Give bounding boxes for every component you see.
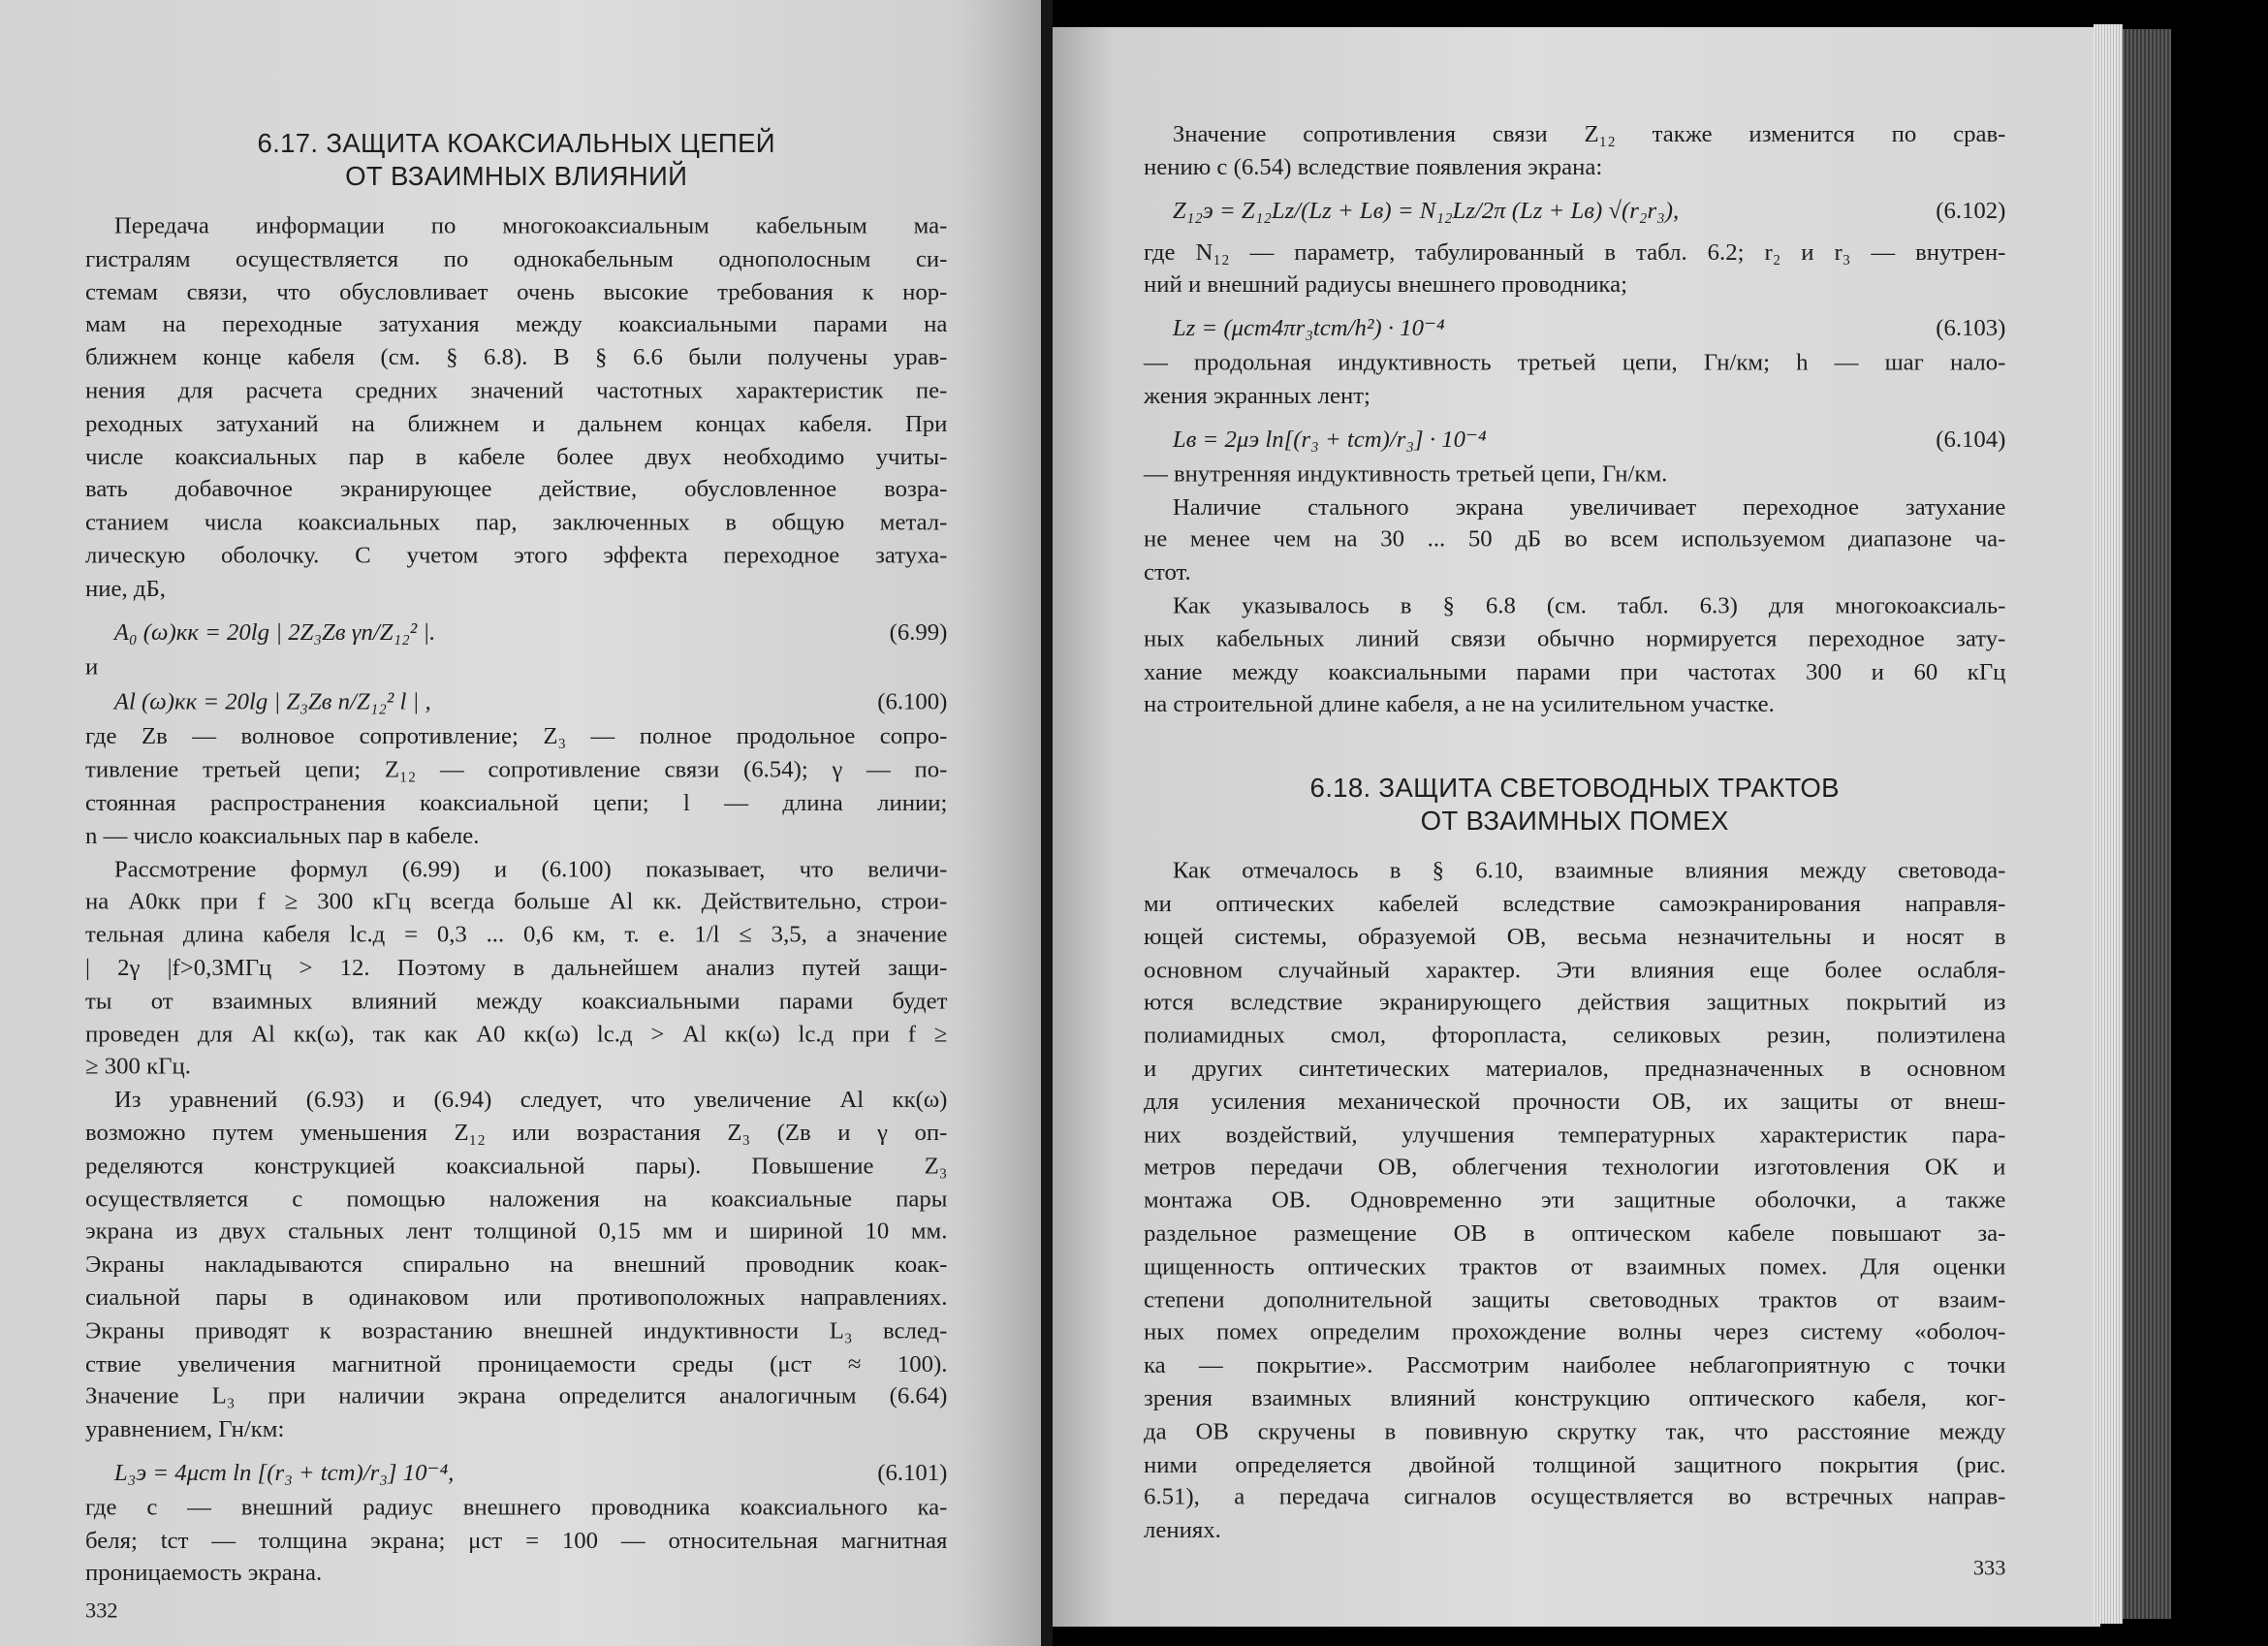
text-line: Наличие стального экрана увеличивает переходное затухание xyxy=(1172,491,2006,521)
text-line: возможно путем уменьшения Z₁₂ или возрастания Z₃ (Zв и γ оп- xyxy=(85,1118,948,1146)
paragraph xyxy=(85,1492,947,1591)
text-line: ка — покрытие». Рассмотрим наиболее неблагоприятную с точки xyxy=(1144,1350,2006,1378)
text-line: лическую оболочку. С учетом этого эффекта переходное затуха- xyxy=(85,541,948,569)
text-line: раздельное размещение ОВ в оптическом кабеле повышают за- xyxy=(1144,1219,2006,1247)
text-line: для усиления механической прочности ОВ, их защиты от внеш- xyxy=(1144,1087,2006,1115)
text-line: да ОВ скручены в повивную скрутку так, что расстояние между xyxy=(1144,1416,2006,1444)
text-line: где Zв — волновое сопротивление; Z₃ — полное продольное сопро- xyxy=(85,722,948,750)
text-line: проведен для Al кк(ω), так как A0 кк(ω) lс.д > Al кк(ω) lс.д при f ≥ xyxy=(85,1019,948,1047)
paragraph xyxy=(1144,347,2005,413)
book-spine xyxy=(1041,0,1053,1646)
paragraph xyxy=(85,210,947,606)
text-line: метров передачи ОВ, облегчения технологии изготовления ОК и xyxy=(1144,1153,2006,1181)
text-line: Как указывалось в § 6.8 (см. табл. 6.3) для многокоаксиаль- xyxy=(1172,590,2006,619)
text-line: степени дополнительной защиты световодных трактов от взаим- xyxy=(1144,1284,2006,1313)
text-line: ных кабельных линий связи обычно нормируется переходное зату- xyxy=(1144,623,2006,652)
text-line: где N₁₂ — параметр, табулированный в табл. 6.2; r₂ и r₃ — внутрен- xyxy=(1144,237,2006,266)
text-line: хание между коаксиальными парами при частотах 300 и 60 кГц xyxy=(1144,656,2006,685)
page-number-right: 333 xyxy=(1972,1557,2006,1581)
text-line: числе коаксиальных пар в кабеле более двух необходимо учиты- xyxy=(85,442,948,470)
text-line: основном случайный характер. Эти влияния еще более ослабля- xyxy=(1144,955,2006,983)
text-line: экрана из двух стальных лент толщиной 0,15 мм и шириной 10 мм. xyxy=(85,1217,948,1246)
text-line: нения для расчета средних значений частотных характеристик пе- xyxy=(85,376,948,404)
section-title-6-17: 6.17. ЗАЩИТА КОАКСИАЛЬНЫХ ЦЕПЕЙ xyxy=(257,127,775,158)
text-line: n — число коаксиальных пар в кабеле. xyxy=(85,821,480,849)
text-line: ми оптических кабелей вследствие самоэкранирования направля- xyxy=(1144,889,2006,917)
text-line: стоянная распространения коаксиальной цепи; l — длина линии; xyxy=(85,788,948,816)
text-line: ними определяется двойной толщиной защитного покрытия (рис. xyxy=(1144,1449,2006,1478)
text-line: нению с (6.54) вследствие появления экрана: xyxy=(1144,152,1603,180)
text-line: — внутренняя индуктивность третьей цепи, Гн/км. xyxy=(1144,459,1668,488)
text-line: осуществляется с помощью наложения на коаксиальные пары xyxy=(85,1184,948,1212)
text-line: ний и внешний радиусы внешнего проводника; xyxy=(1144,270,1627,299)
text-line: тивление третьей цепи; Z₁₂ — сопротивление связи (6.54); γ — по- xyxy=(85,755,948,783)
section-title-6-18-line2: ОТ ВЗАИМНЫХ ПОМЕХ xyxy=(1420,806,1729,837)
text-line: ты от взаимных влияний между коаксиальными парами будет xyxy=(85,986,948,1014)
text-line: ≥ 300 кГц. xyxy=(85,1052,191,1080)
text-line: ближнем конце кабеля (см. § 6.8). В § 6.6 были получены урав- xyxy=(85,343,948,371)
equation-6-104: Lв = 2μэ ln[(r₃ + tст)/r₃] · 10⁻⁴ (6.104) xyxy=(1172,425,2006,453)
text-line: лениях. xyxy=(1144,1515,1221,1544)
paragraph xyxy=(1144,458,2005,491)
text-line: вать добавочное экранирующее действие, обусловленное возра- xyxy=(85,475,948,503)
equation-6-99: A₀ (ω)кк = 20lg | 2Z₃Zв γn/Z₁₂² |. (6.99) xyxy=(113,617,948,646)
text-line: Передача информации по многокоаксиальным кабельным ма- xyxy=(113,211,948,239)
text-line: мам на переходные затухания между коаксиальными парами на xyxy=(85,310,948,338)
equation-6-100: Al (ω)кк = 20lg | Z₃Zв n/Z₁₂² l | , (6.100) xyxy=(113,687,948,715)
text-line: Как отмечалось в § 6.10, взаимные влияния между световода- xyxy=(1172,856,2006,884)
text-line: монтажа ОВ. Одновременно эти защитные оболочки, а также xyxy=(1144,1186,2006,1214)
equation-6-101: L₃э = 4μст ln [(r₃ + tст)/r₃] 10⁻⁴, (6.101) xyxy=(113,1458,948,1486)
text-line: стемам связи, что обусловливает очень высокие требования к нор- xyxy=(85,277,948,305)
paragraph xyxy=(1144,855,2005,1547)
text-line: уравнением, Гн/км: xyxy=(85,1414,285,1443)
text-line: на строительной длине кабеля, а не на усилительном участке. xyxy=(1144,689,1775,718)
text-line: сиальной пары в одинаковом или противоположных направлениях. xyxy=(85,1282,948,1312)
text-line: них воздействий, улучшения температурных характеристик пара- xyxy=(1144,1120,2006,1148)
text-line: станием числа коаксиальных пар, заключенных в общую метал- xyxy=(85,508,948,536)
text-line: жения экранных лент; xyxy=(1144,381,1370,409)
text-line: реходных затуханий на ближнем и дальнем концах кабеля. При xyxy=(85,409,948,437)
text-line: зрения взаимных влияний конструкцию оптического кабеля, ког- xyxy=(1144,1383,2006,1411)
text-line: беля; tст — толщина экрана; μст = 100 — относительная магнитная xyxy=(85,1526,948,1554)
text-line: Экраны накладываются спирально на внешний проводник коак- xyxy=(85,1250,948,1279)
paragraph xyxy=(85,1084,947,1446)
section-title-6-17-line2: ОТ ВЗАИМНЫХ ВЛИЯНИЙ xyxy=(345,160,688,192)
text-line: ющей системы, образуемой ОВ, весьма незначительны и носят в xyxy=(1144,922,2006,950)
text-line: и других синтетических материалов, предназначенных в основном xyxy=(1144,1054,2006,1082)
page-number-left: 332 xyxy=(85,1600,118,1624)
text-line: ных помех определим прохождение волны через систему «оболоч- xyxy=(1144,1317,2006,1345)
text-line: ние, дБ, xyxy=(85,574,166,602)
section-title-6-18: 6.18. ЗАЩИТА СВЕТОВОДНЫХ ТРАКТОВ xyxy=(1309,772,1840,804)
equation-6-102: Z₁₂э = Z₁₂Lz/(Lz + Lв) = N₁₂Lz/2π (Lz + Lв) √(r₂r₃), (6.102) xyxy=(1172,195,2006,224)
paragraph xyxy=(1144,491,2005,589)
text-line: где c — внешний радиус внешнего проводника коаксиального ка- xyxy=(85,1493,948,1521)
book-cover-edge xyxy=(2123,29,2171,1619)
paragraph xyxy=(85,853,947,1084)
text-line: Рассмотрение формул (6.99) и (6.100) показывает, что величи- xyxy=(113,854,948,882)
text-line: | 2γ |f>0,3МГц > 12. Поэтому в дальнейшем анализ путей защи- xyxy=(85,953,948,981)
paragraph xyxy=(1144,118,2005,184)
text-line: гистралям осуществляется по однокабельным однополосным си- xyxy=(85,244,948,272)
text-line: Значение L₃ при наличии экрана определится аналогичным (6.64) xyxy=(85,1381,948,1410)
text-line: не менее чем на 30 ... 50 дБ во всем используемом диапазоне ча- xyxy=(1144,524,2006,554)
paragraph xyxy=(1144,589,2005,721)
page-edges xyxy=(2094,24,2123,1624)
text-line: Из уравнений (6.93) и (6.94) следует, что увеличение Al кк(ω) xyxy=(113,1085,948,1113)
text-line: стот. xyxy=(1144,557,1191,586)
text-line: Значение сопротивления связи Z₁₂ также изменится по срав- xyxy=(1172,119,2006,147)
text-line: щищенность оптических трактов от взаимных помех. Для оценки xyxy=(1144,1251,2006,1280)
text-line: на A0кк при f ≥ 300 кГц всегда больше Al кк. Действительно, строи- xyxy=(85,887,948,915)
equation-6-103: Lz = (μст4πr₃tст/h²) · 10⁻⁴ (6.103) xyxy=(1172,313,2006,342)
text-line: Экраны приводят к возрастанию внешней индуктивности L₃ вслед- xyxy=(85,1315,948,1345)
conjunction: и xyxy=(85,651,99,680)
paragraph xyxy=(85,721,947,853)
text-line: ределяются конструкцией коаксиальной пары). Повышение Z₃ xyxy=(85,1151,948,1179)
text-line: тельная длина кабеля lс.д = 0,3 ... 0,6 км, т. е. 1/l ≤ 3,5, а значение xyxy=(85,920,948,948)
text-line: ствие увеличения магнитной проницаемости среды (μст ≈ 100). xyxy=(85,1348,948,1377)
text-line: 6.51), а передача сигналов осуществляется во встречных направ- xyxy=(1144,1482,2006,1511)
text-line: — продольная индуктивность третьей цепи, Гн/км; h — шаг нало- xyxy=(1144,348,2006,376)
text-line: полиамидных смол, фторопласта, селиковых резин, полиэтилена xyxy=(1144,1021,2006,1049)
text-line: ются вследствие экранирующего действия защитных покрытий из xyxy=(1144,988,2006,1016)
paragraph xyxy=(1144,237,2005,302)
text-line: проницаемость экрана. xyxy=(85,1559,323,1587)
